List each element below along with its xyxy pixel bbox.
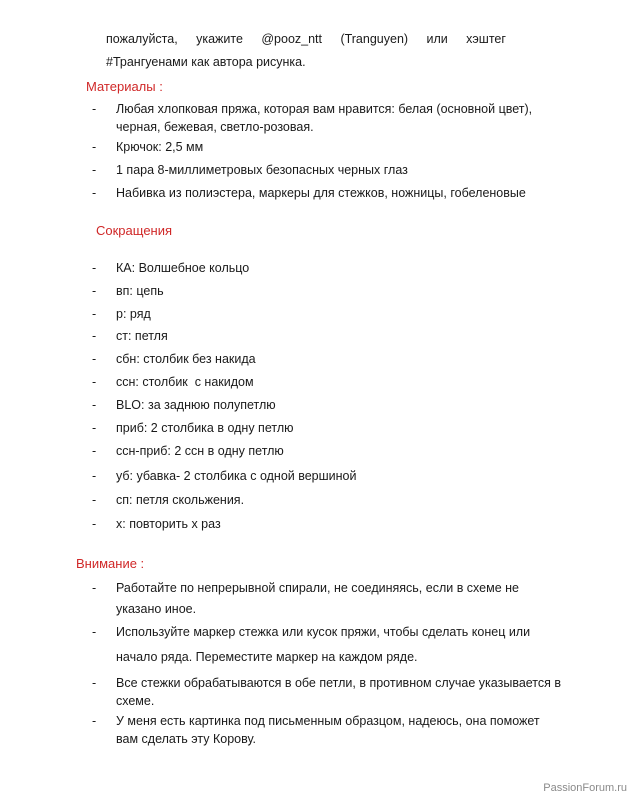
attention-item: - У меня есть картинка под письменным образцом, надеюсь, она поможет вам сделать эту Корову. <box>92 714 540 746</box>
abbreviation-item: - приб: 2 столбика в одну петлю <box>92 421 294 435</box>
attention-item: - Все стежки обрабатываются в обе петли, в противном случае указывается в схеме. <box>92 676 562 708</box>
bullet-dash: - <box>92 581 97 595</box>
bullet-dash: - <box>92 676 97 690</box>
bullet-dash: - <box>92 329 97 343</box>
intro-word: укажите <box>196 32 243 46</box>
abbreviation-item: - ссн-приб: 2 ссн в одну петлю <box>92 444 284 458</box>
intro-word: хэштег <box>466 32 506 46</box>
bullet-dash: - <box>92 186 97 200</box>
bullet-dash: - <box>92 307 97 321</box>
abbreviation-item: - х: повторить х раз <box>92 517 221 531</box>
bullet-dash: - <box>92 163 97 177</box>
attention-heading: Внимание : <box>76 556 145 571</box>
abbreviation-item: - уб: убавка- 2 столбика с одной вершиной <box>92 469 357 483</box>
materials-item: - Крючок: 2,5 мм <box>92 140 204 154</box>
abbreviation-item: - КА: Волшебное кольцо <box>92 261 250 275</box>
bullet-dash: - <box>92 493 97 507</box>
bullet-dash: - <box>92 444 97 458</box>
abbreviations-heading: Сокращения <box>96 223 173 238</box>
attention-item: - Работайте по непрерывной спирали, не соединяясь, если в схеме не указано иное. <box>92 578 562 620</box>
bullet-dash: - <box>92 714 97 728</box>
intro-line-1 <box>106 28 506 51</box>
bullet-dash: - <box>92 261 97 275</box>
intro-paragraph <box>106 28 506 74</box>
materials-item: - 1 пара 8-миллиметровых безопасных черных глаз <box>92 163 408 177</box>
intro-word: или <box>426 32 448 46</box>
materials-heading: Материалы : <box>86 79 163 94</box>
bullet-dash: - <box>92 102 97 116</box>
watermark: PassionForum.ru <box>543 782 627 794</box>
intro-word: (Tranguyen) <box>340 32 409 46</box>
materials-item: - Набивка из полиэстера, маркеры для стежков, ножницы, гобеленовые <box>92 186 526 200</box>
abbreviation-item: - BLO: за заднюю полупетлю <box>92 398 276 412</box>
attention-item-continuation: начало ряда. Переместите маркер на каждом ряде. <box>116 650 418 664</box>
bullet-dash: - <box>92 140 97 154</box>
bullet-dash: - <box>92 284 97 298</box>
bullet-dash: - <box>92 625 97 639</box>
bullet-dash: - <box>92 375 97 389</box>
intro-line-2: #Трангуенами как автора рисунка. <box>106 55 306 69</box>
bullet-dash: - <box>92 398 97 412</box>
bullet-dash: - <box>92 421 97 435</box>
abbreviation-item: - сп: петля скольжения. <box>92 493 245 507</box>
abbreviation-item: - вп: цепь <box>92 284 164 298</box>
bullet-dash: - <box>92 469 97 483</box>
intro-word: пожалуйста, <box>106 32 178 46</box>
bullet-dash: - <box>92 352 97 366</box>
attention-item: - Используйте маркер стежка или кусок пряжи, чтобы сделать конец или <box>92 622 530 643</box>
abbreviation-item: - сбн: столбик без накида <box>92 352 256 366</box>
abbreviation-item: - р: ряд <box>92 307 151 321</box>
materials-item: - Любая хлопковая пряжа, которая вам нравится: белая (основной цвет), черная, бежевая, светло-розовая. <box>92 102 533 134</box>
abbreviation-item: - ст: петля <box>92 329 168 343</box>
abbreviation-item: - ссн: столбик с накидом <box>92 375 254 389</box>
intro-word: @pooz_ntt <box>261 32 323 46</box>
bullet-dash: - <box>92 517 97 531</box>
